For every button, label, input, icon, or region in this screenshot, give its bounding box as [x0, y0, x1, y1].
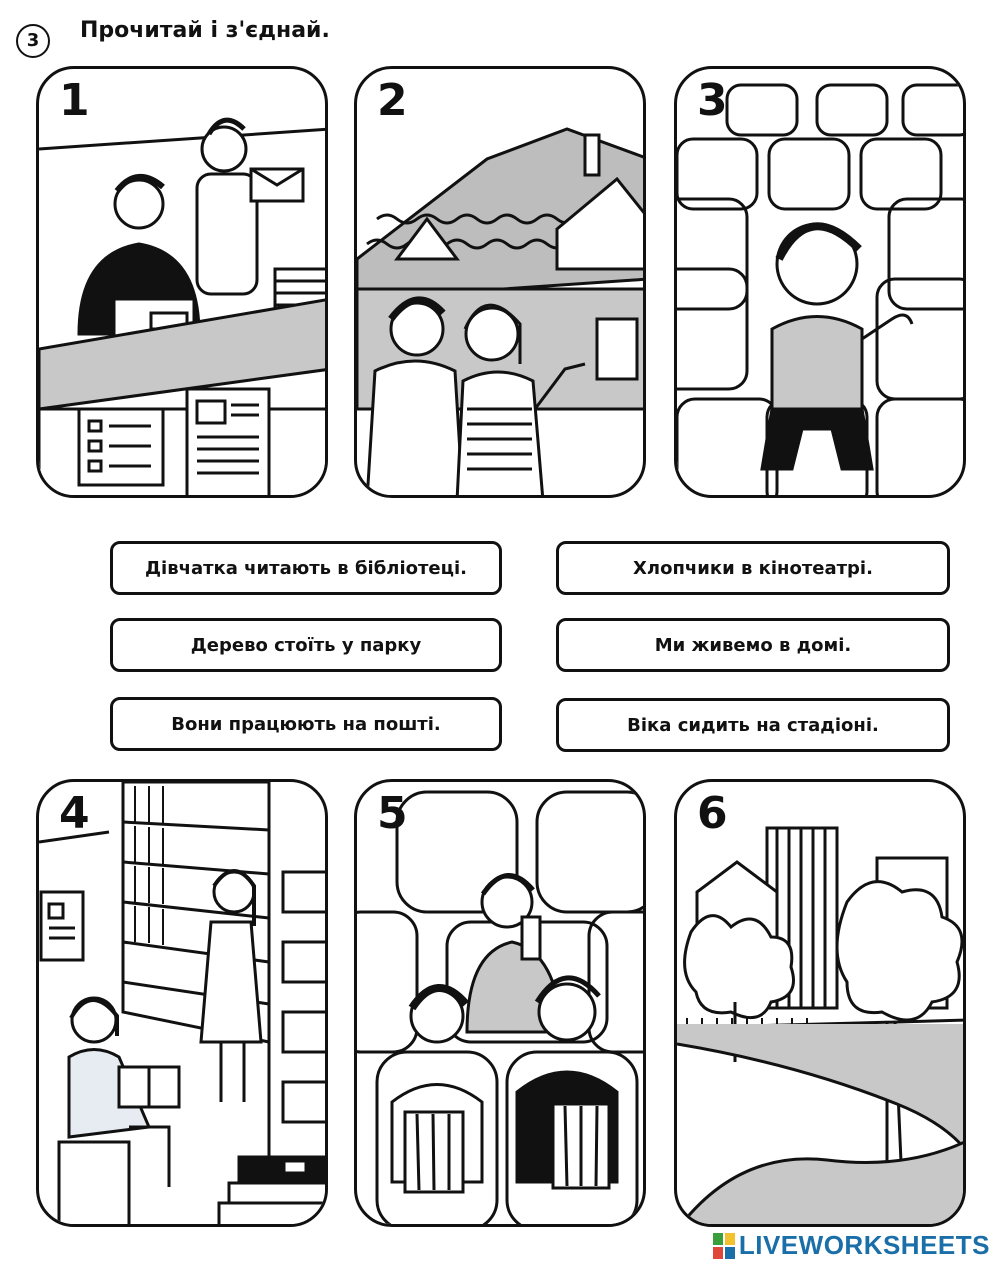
post-office-illustration: [39, 69, 328, 498]
stadium-illustration: [677, 69, 966, 498]
answer-card[interactable]: Дерево стоїть у парку: [110, 618, 502, 672]
picture-card-3: [674, 66, 966, 498]
brand-name: LIVEWORKSHEETS: [738, 1230, 990, 1260]
liveworksheets-icon: [713, 1233, 735, 1259]
cinema-illustration: [357, 782, 646, 1227]
task-title: Прочитай і з'єднай.: [80, 18, 330, 43]
task-number: 3: [16, 24, 50, 58]
house-illustration: [357, 69, 646, 498]
park-illustration: [677, 782, 966, 1227]
card-number: 6: [697, 788, 728, 839]
answer-card[interactable]: Дівчатка читають в бібліотеці.: [110, 541, 502, 595]
picture-card-1: [36, 66, 328, 498]
liveworksheets-logo: [713, 1230, 990, 1261]
card-number: 3: [697, 75, 728, 126]
picture-card-4: [36, 779, 328, 1227]
picture-card-6: [674, 779, 966, 1227]
card-number: 4: [59, 788, 90, 839]
card-number: 5: [377, 788, 408, 839]
picture-card-2: [354, 66, 646, 498]
answer-card[interactable]: Хлопчики в кінотеатрі.: [556, 541, 950, 595]
answer-card[interactable]: Віка сидить на стадіоні.: [556, 698, 950, 752]
picture-card-5: [354, 779, 646, 1227]
answer-card[interactable]: Ми живемо в домі.: [556, 618, 950, 672]
card-number: 1: [59, 75, 90, 126]
library-illustration: [39, 782, 328, 1227]
card-number: 2: [377, 75, 408, 126]
answer-card[interactable]: Вони працюють на пошті.: [110, 697, 502, 751]
